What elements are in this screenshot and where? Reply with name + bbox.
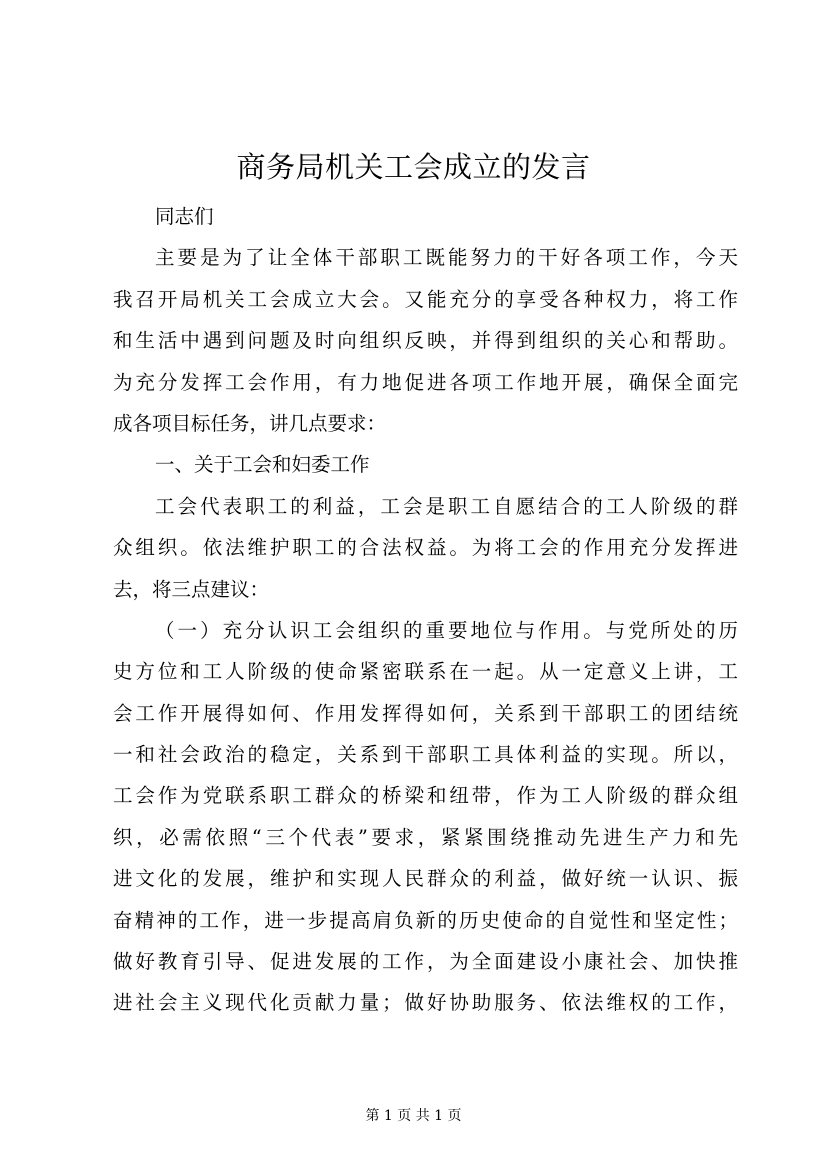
paragraph-line: 工会代表职工的利益，工会是职工自愿结合的工人阶级的群 (155, 494, 738, 518)
document-body (113, 196, 738, 1024)
paragraph-line: 成各项目标任务，讲几点要求： (113, 411, 387, 435)
section-heading: 一、关于工会和妇委工作 (155, 453, 370, 477)
salutation-line: 同志们 (155, 205, 214, 228)
paragraph-line: 织，必需依照“三个代表”要求，紧紧围绕推动先进生产力和先 (113, 825, 738, 849)
paragraph-line: 和生活中遇到问题及时向组织反映，并得到组织的关心和帮助。 (113, 329, 738, 353)
paragraph-line: （一）充分认识工会组织的重要地位与作用。与党所处的历 (155, 618, 738, 642)
paragraph-line: 主要是为了让全体干部职工既能努力的干好各项工作，今天 (155, 246, 738, 270)
paragraph-line: 众组织。依法维护职工的合法权益。为将工会的作用充分发挥进 (113, 536, 738, 560)
paragraph-line: 工会作为党联系职工群众的桥梁和纽带，作为工人阶级的群众组 (113, 784, 738, 808)
paragraph-line: 做好教育引导、促进发展的工作，为全面建设小康社会、加快推 (113, 950, 738, 974)
page-title: 商务局机关工会成立的发言 (236, 150, 591, 184)
paragraph-line: 去，将三点建议： (113, 577, 270, 601)
paragraph-line: 会工作开展得如何、作用发挥得如何，关系到干部职工的团结统 (113, 701, 738, 725)
paragraph-line: 为充分发挥工会作用，有力地促进各项工作地开展，确保全面完 (113, 370, 738, 394)
paragraph-line: 奋精神的工作，进一步提高肩负新的历史使命的自觉性和坚定性； (113, 908, 738, 932)
paragraph-line: 我召开局机关工会成立大会。又能充分的享受各种权力，将工作 (113, 287, 738, 311)
paragraph-line: 进文化的发展，维护和实现人民群众的利益，做好统一认识、振 (113, 867, 738, 891)
page-footer: 第 1 页 共 1 页 (365, 1108, 462, 1124)
paragraph-line: 一和社会政治的稳定，关系到干部职工具体利益的实现。所以， (113, 743, 738, 767)
paragraph-line: 史方位和工人阶级的使命紧密联系在一起。从一定意义上讲，工 (113, 660, 738, 684)
paragraph-line: 进社会主义现代化贡献力量；做好协助服务、依法维权的工作， (113, 991, 738, 1015)
